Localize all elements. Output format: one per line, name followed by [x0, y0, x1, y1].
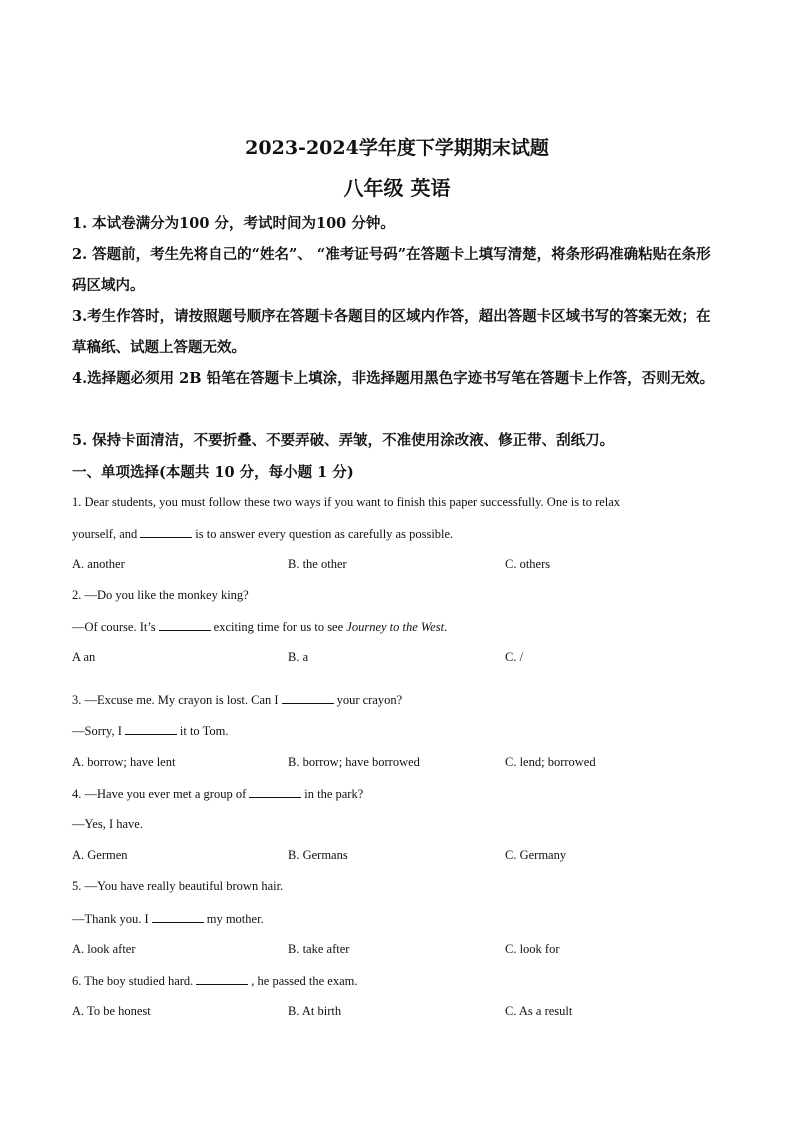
- answer-blank: [249, 786, 301, 798]
- question-3-option-a: A. borrow; have lent: [72, 755, 176, 769]
- question-6-option-c: C. As a result: [505, 1004, 573, 1018]
- question-6-option-a: A. To be honest: [72, 1004, 151, 1018]
- question-1-stem: 1. Dear students, you must follow these two ways if you want to finish this paper successfully. One is to relax: [72, 495, 621, 509]
- answer-blank: [282, 692, 334, 704]
- question-4-option-b: B. Germans: [288, 848, 348, 862]
- question-6-stem: 6. The boy studied hard. , he passed the exam.: [72, 974, 358, 988]
- question-4-stem-cont: —Yes, I have.: [72, 817, 143, 831]
- instruction-1: 1. 本试卷满分为100 分，考试时间为100 分钟。: [72, 215, 395, 232]
- question-5-option-b: B. take after: [288, 942, 350, 956]
- instruction-5: 5. 保持卡面清洁，不要折叠、不要弄破、弄皱，不准使用涂改液、修正带、刮纸刀。: [72, 432, 615, 449]
- question-3-stem-cont: —Sorry, I it to Tom.: [72, 724, 229, 738]
- question-3-option-b: B. borrow; have borrowed: [288, 755, 420, 769]
- question-6-option-b: B. At birth: [288, 1004, 342, 1018]
- question-3-option-c: C. lend; borrowed: [505, 755, 596, 769]
- question-4-stem: 4. —Have you ever met a group of in the park?: [72, 787, 364, 801]
- instruction-3: 3.考生作答时，请按照题号顺序在答题卡各题目的区域内作答，超出答题卡区域书写的答案无效；在草稿纸、试题上答题无效。: [72, 308, 711, 356]
- question-2-option-c: C. /: [505, 650, 524, 664]
- answer-blank: [159, 619, 211, 631]
- answer-blank: [152, 911, 204, 923]
- question-2-stem: 2. —Do you like the monkey king?: [72, 588, 249, 602]
- question-1-stem-cont: yourself, and is to answer every question as carefully as possible.: [72, 527, 454, 541]
- question-2-option-a: A an: [72, 650, 96, 664]
- answer-blank: [125, 723, 177, 735]
- question-5-stem: 5. —You have really beautiful brown hair.: [72, 879, 284, 893]
- question-2-stem-cont: —Of course. It’s exciting time for us to see Journey to the West.: [72, 620, 448, 634]
- question-3-stem: 3. —Excuse me. My crayon is lost. Can I your crayon?: [72, 693, 403, 707]
- question-4-option-a: A. Germen: [72, 848, 128, 862]
- exam-subtitle: 八年级 英语: [343, 176, 451, 200]
- section-heading: 一、单项选择(本题共 10 分，每小题 1 分): [72, 464, 354, 481]
- question-2-option-b: B. a: [288, 650, 309, 664]
- exam-title: 2023-2024学年度下学期期末试题: [245, 137, 549, 159]
- question-1-option-a: A. another: [72, 557, 125, 571]
- question-1-option-b: B. the other: [288, 557, 347, 571]
- question-5-stem-cont: —Thank you. I my mother.: [72, 912, 264, 926]
- answer-blank: [196, 973, 248, 985]
- answer-blank: [140, 526, 192, 538]
- instruction-2: 2. 答题前，考生先将自己的“姓名”、 “准考证号码”在答题卡上填写清楚，将条形码准确粘贴在条形码区域内。: [72, 246, 711, 294]
- question-4-option-c: C. Germany: [505, 848, 567, 862]
- question-1-option-c: C. others: [505, 557, 551, 571]
- question-5-option-a: A. look after: [72, 942, 136, 956]
- instruction-4: 4.选择题必须用 2B 铅笔在答题卡上填涂，非选择题用黑色字迹书写笔在答题卡上作答，否则无效。: [72, 370, 715, 387]
- question-5-option-c: C. look for: [505, 942, 560, 956]
